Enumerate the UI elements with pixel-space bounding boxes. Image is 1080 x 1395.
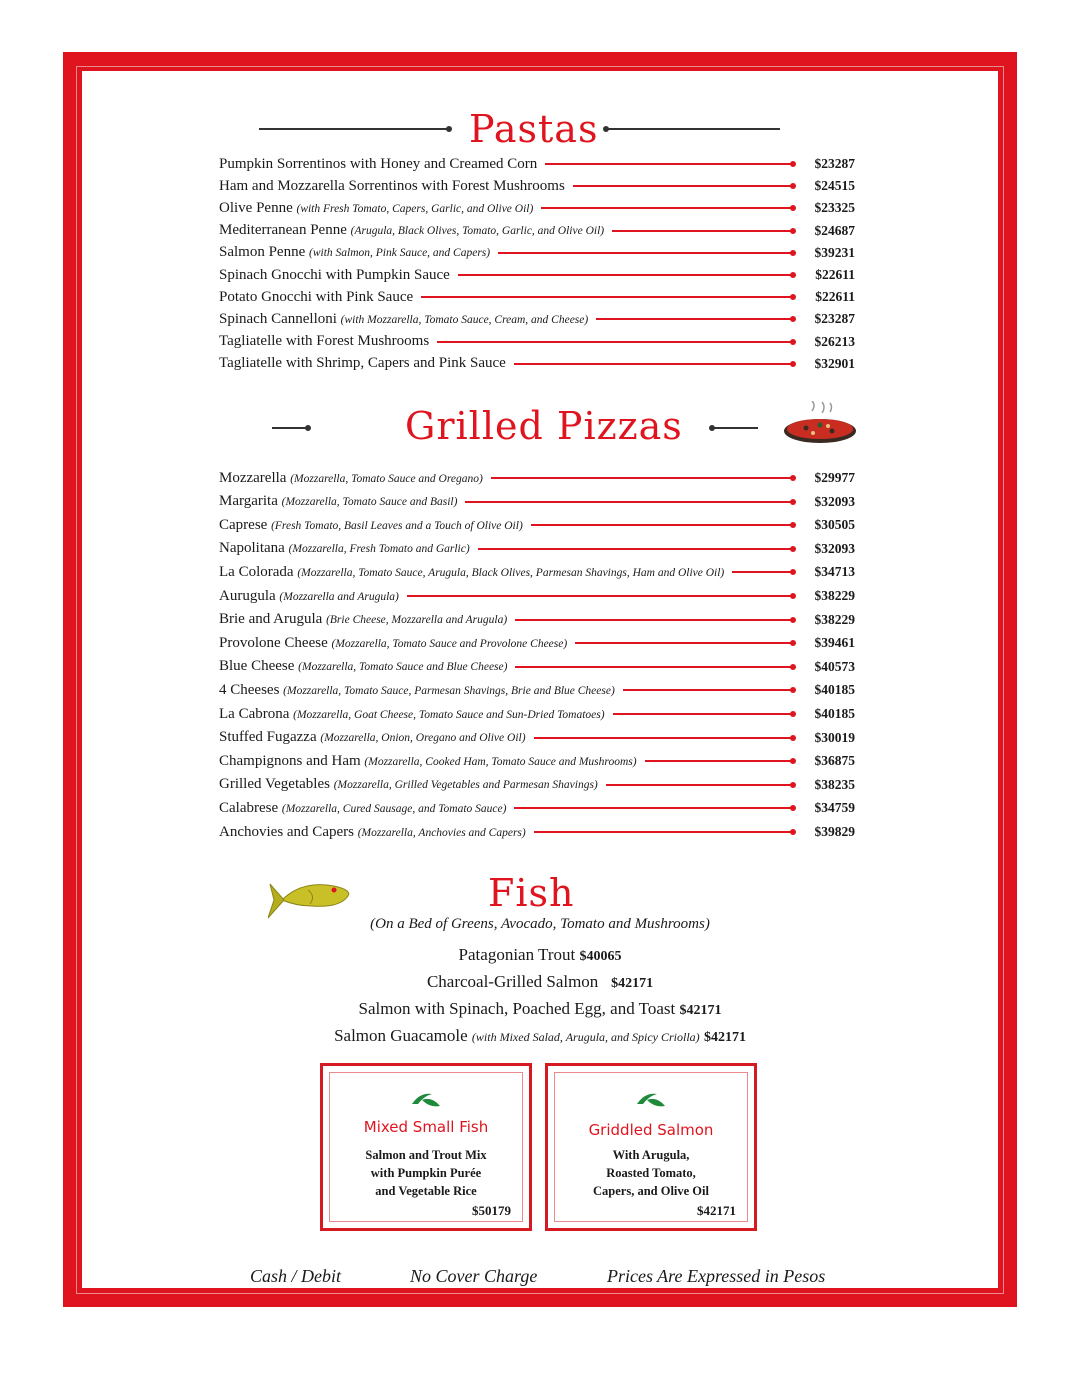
menu-item-description: (Brie Cheese, Mozzarella and Arugula)	[326, 614, 508, 627]
menu-item-price: $24515	[814, 178, 855, 194]
divider-dot	[305, 425, 311, 431]
menu-item-price: $23287	[814, 311, 855, 327]
menu-item-price: $24687	[814, 222, 855, 238]
menu-item-text	[219, 333, 437, 350]
menu-item-name: Champignons and Ham	[219, 752, 361, 769]
menu-item-name: Pumpkin Sorrentinos with Honey and Creamed Corn	[219, 155, 538, 172]
price-leader	[514, 807, 793, 809]
menu-item-price: $22611	[815, 289, 855, 305]
menu-item-name: Spinach Gnocchi with Pumpkin Sauce	[219, 266, 450, 283]
menu-item	[219, 632, 855, 654]
menu-item	[219, 353, 855, 375]
menu-item	[219, 656, 855, 678]
menu-item-price: $38229	[814, 588, 855, 603]
price-leader	[613, 713, 793, 715]
menu-item-price: $38235	[814, 776, 855, 792]
menu-item-price: $30505	[814, 517, 855, 533]
fish-item	[0, 1026, 1080, 1046]
menu-item	[219, 609, 855, 631]
fish-item-price: $42171	[611, 976, 654, 991]
divider-rule	[712, 427, 758, 429]
menu-item-text	[219, 658, 515, 675]
section-title-pizzas: Grilled Pizzas	[405, 404, 683, 448]
menu-item-name: Napolitana	[219, 540, 285, 557]
menu-item	[219, 750, 855, 772]
menu-item-text	[219, 540, 478, 557]
menu-item-text	[219, 776, 606, 793]
menu-item-name: Salmon Penne	[219, 244, 306, 261]
menu-item	[219, 308, 855, 330]
menu-item-text	[219, 611, 515, 628]
menu-item	[219, 679, 855, 701]
price-leader	[458, 274, 793, 276]
menu-item-description: (Mozzarella, Grilled Vegetables and Parmesan Shavings)	[333, 779, 598, 792]
pizzas-header	[0, 401, 1080, 451]
footer-cover: No Cover Charge	[410, 1266, 538, 1286]
menu-item	[219, 585, 855, 607]
menu-item-name: Provolone Cheese	[219, 634, 328, 651]
menu-item	[219, 774, 855, 796]
section-title-pastas: Pastas	[469, 107, 599, 151]
menu-item-text	[219, 824, 534, 841]
menu-item	[219, 514, 855, 536]
menu-item-name: Tagliatelle with Forest Mushrooms	[219, 333, 430, 350]
menu-item-price: $40573	[814, 658, 855, 674]
footer-currency: Prices Are Expressed in Pesos	[607, 1266, 826, 1286]
menu-item-text	[219, 470, 491, 487]
menu-item-price: $29977	[814, 470, 855, 485]
footer-payment: Cash / Debit	[250, 1266, 342, 1286]
menu-item-name: La Colorada	[219, 563, 294, 580]
price-leader	[541, 207, 793, 209]
menu-item-text	[219, 311, 596, 328]
menu-item-price: $40185	[814, 682, 855, 698]
special-line: Salmon and Trout Mix	[365, 1148, 487, 1162]
special-description	[548, 1146, 754, 1200]
menu-item-text	[219, 178, 573, 195]
leaf-icon	[635, 1086, 667, 1112]
menu-item	[219, 220, 855, 242]
menu-item	[219, 727, 855, 749]
menu-item	[219, 821, 855, 843]
divider-dot	[446, 126, 452, 132]
price-leader	[596, 318, 793, 320]
fish-item-name: Salmon Guacamole	[334, 1026, 468, 1045]
menu-item-price: $38229	[814, 611, 855, 627]
menu-item	[219, 331, 855, 353]
price-leader	[514, 363, 793, 365]
menu-item	[219, 197, 855, 219]
menu-item-name: Tagliatelle with Shrimp, Capers and Pink Sauce	[219, 355, 506, 372]
special-line: Capers, and Olive Oil	[593, 1184, 709, 1198]
special-price: $50179	[472, 1203, 511, 1218]
menu-item-name: Aurugula	[219, 587, 276, 604]
leaf-icon	[410, 1086, 442, 1112]
fish-subtitle: (On a Bed of Greens, Avocado, Tomato and Mushrooms)	[370, 916, 710, 932]
pizza-icon	[782, 401, 858, 449]
menu-item	[219, 264, 855, 286]
price-leader	[545, 163, 793, 165]
menu-item-description: (Mozzarella, Onion, Oregano and Olive Oil)	[320, 732, 526, 745]
menu-item-price: $39461	[814, 635, 855, 651]
menu-item-text	[219, 682, 623, 699]
price-leader	[573, 185, 793, 187]
price-leader	[421, 296, 793, 298]
price-leader	[534, 737, 793, 739]
menu-item-text	[219, 753, 645, 770]
menu-item-description: (Fresh Tomato, Basil Leaves and a Touch of Olive Oil)	[271, 519, 523, 532]
menu-item-text	[219, 564, 732, 581]
menu-item-description: (Mozzarella, Anchovies and Capers)	[357, 826, 526, 839]
menu-item	[219, 538, 855, 560]
fish-item-name: Salmon with Spinach, Poached Egg, and Toast	[358, 999, 676, 1018]
special-line: and Vegetable Rice	[375, 1184, 477, 1198]
menu-item-description: (with Mozzarella, Tomato Sauce, Cream, and Cheese)	[340, 313, 589, 326]
menu-item	[219, 175, 855, 197]
menu-item-price: $32093	[814, 540, 855, 556]
menu-item-text	[219, 588, 407, 605]
menu-item-text	[219, 355, 514, 372]
menu-item-price: $23287	[814, 156, 855, 171]
menu-item-price: $30019	[814, 729, 855, 745]
menu-item-description: (Mozzarella, Cooked Ham, Tomato Sauce and Mushrooms)	[364, 755, 637, 768]
menu-item-description: (Mozzarella, Goat Cheese, Tomato Sauce and Sun-Dried Tomatoes)	[293, 708, 605, 721]
menu-item-text	[219, 517, 531, 534]
menu-item-name: Mozzarella	[219, 469, 287, 486]
fish-item	[0, 999, 1080, 1019]
menu-item-name: Blue Cheese	[219, 658, 295, 675]
menu-item-name: Caprese	[219, 516, 268, 533]
section-title-fish: Fish	[488, 871, 575, 915]
fish-item-description: (with Mixed Salad, Arugula, and Spicy Criolla)	[471, 1030, 700, 1044]
price-leader	[465, 501, 793, 503]
fish-item-name: Charcoal-Grilled Salmon	[426, 972, 599, 991]
fish-item-price: $42171	[703, 1030, 746, 1045]
menu-item-description: (Mozzarella, Tomato Sauce and Provolone Cheese)	[331, 637, 568, 650]
special-title: Mixed Small Fish	[363, 1118, 489, 1136]
menu-item-text	[219, 156, 545, 173]
menu-item-name: Potato Gnocchi with Pink Sauce	[219, 288, 414, 305]
menu-item-price: $39829	[814, 824, 855, 839]
menu-item-price: $22611	[815, 267, 855, 282]
price-leader	[515, 619, 793, 621]
special-line: Roasted Tomato,	[606, 1166, 696, 1180]
special-price: $42171	[697, 1203, 736, 1218]
price-leader	[437, 341, 793, 343]
menu-item-text	[219, 267, 458, 284]
menu-item-name: La Cabrona	[219, 705, 290, 722]
menu-item-name: Margarita	[219, 493, 278, 510]
menu-item-name: Stuffed Fugazza	[219, 729, 317, 746]
menu-item-description: (Mozzarella and Arugula)	[279, 590, 399, 603]
menu-item-description: (Mozzarella, Tomato Sauce and Basil)	[281, 496, 458, 509]
menu-item-text	[219, 493, 465, 510]
menu-item-name: Anchovies and Capers	[219, 823, 354, 840]
price-leader	[645, 760, 793, 762]
menu-item	[219, 703, 855, 725]
fish-item-price: $40065	[579, 949, 622, 964]
menu-item-description: (Mozzarella, Cured Sausage, and Tomato Sauce)	[281, 802, 507, 815]
fish-item-price: $42171	[679, 1003, 722, 1018]
special-card	[545, 1063, 757, 1231]
menu-item-text	[219, 729, 534, 746]
menu-item	[219, 491, 855, 513]
menu-item-name: Grilled Vegetables	[219, 776, 330, 793]
price-leader	[534, 831, 793, 833]
menu-item-name: Spinach Cannelloni	[219, 310, 337, 327]
special-card	[320, 1063, 532, 1231]
fish-item	[0, 972, 1080, 992]
fish-item-name: Patagonian Trout	[458, 945, 576, 964]
menu-item-text	[219, 289, 421, 306]
menu-item-description: (Mozzarella, Tomato Sauce and Oregano)	[290, 472, 483, 485]
menu-item-text	[219, 706, 613, 723]
divider-rule	[272, 427, 306, 429]
menu-item-name: Ham and Mozzarella Sorrentinos with Forest Mushrooms	[219, 177, 565, 194]
price-leader	[531, 524, 793, 526]
special-description	[323, 1146, 529, 1200]
menu-item-text	[219, 800, 514, 817]
menu-item-description: (Mozzarella, Fresh Tomato and Garlic)	[288, 543, 470, 556]
menu-item-name: 4 Cheeses	[219, 681, 280, 698]
menu-item-name: Olive Penne	[219, 199, 293, 216]
divider-rule	[606, 128, 780, 130]
fish-item	[0, 945, 1080, 965]
price-leader	[491, 477, 793, 479]
menu-item-description: (Mozzarella, Tomato Sauce and Blue Cheese)	[298, 661, 508, 674]
special-line: With Arugula,	[612, 1148, 690, 1162]
menu-item	[219, 286, 855, 308]
menu-item-price: $39231	[814, 244, 855, 260]
menu-item-description: (Mozzarella, Tomato Sauce, Arugula, Black Olives, Parmesan Shavings, Ham and Olive Oil)	[297, 566, 725, 579]
menu-item-description: (with Salmon, Pink Sauce, and Capers)	[309, 247, 491, 260]
special-line: with Pumpkin Purée	[370, 1166, 482, 1180]
menu-item-price: $26213	[814, 333, 855, 349]
menu-item-price: $34759	[814, 800, 855, 816]
menu-item-description: (Arugula, Black Olives, Tomato, Garlic, and Olive Oil)	[350, 225, 605, 238]
price-leader	[407, 595, 793, 597]
menu-item-price: $32901	[814, 355, 855, 371]
menu-item	[219, 153, 855, 175]
price-leader	[623, 689, 793, 691]
price-leader	[732, 571, 793, 573]
menu-item-name: Calabrese	[219, 799, 279, 816]
menu-item-price: $40185	[814, 706, 855, 721]
menu-item-price: $36875	[814, 753, 855, 769]
menu-item-description: (Mozzarella, Tomato Sauce, Parmesan Shavings, Brie and Blue Cheese)	[283, 684, 615, 697]
menu-item-price: $23325	[814, 200, 855, 216]
menu-item-description: (with Fresh Tomato, Capers, Garlic, and Olive Oil)	[296, 202, 534, 215]
menu-item-text	[219, 200, 541, 217]
menu-item-price: $34713	[814, 564, 855, 580]
price-leader	[515, 666, 793, 668]
menu-item-name: Brie and Arugula	[219, 611, 323, 628]
price-leader	[606, 784, 793, 786]
menu-item-text	[219, 244, 498, 261]
price-leader	[575, 642, 793, 644]
menu-item	[219, 797, 855, 819]
menu-item	[219, 467, 855, 489]
price-leader	[478, 548, 793, 550]
menu-item-name: Mediterranean Penne	[219, 222, 347, 239]
menu-item-text	[219, 222, 612, 239]
divider-rule	[259, 128, 447, 130]
menu-item-price: $32093	[814, 493, 855, 509]
special-title: Griddled Salmon	[588, 1121, 714, 1139]
price-leader	[612, 230, 793, 232]
price-leader	[498, 252, 793, 254]
menu-item	[219, 561, 855, 583]
menu-item	[219, 242, 855, 264]
pastas-header	[0, 104, 1080, 154]
menu-item-text	[219, 635, 575, 652]
